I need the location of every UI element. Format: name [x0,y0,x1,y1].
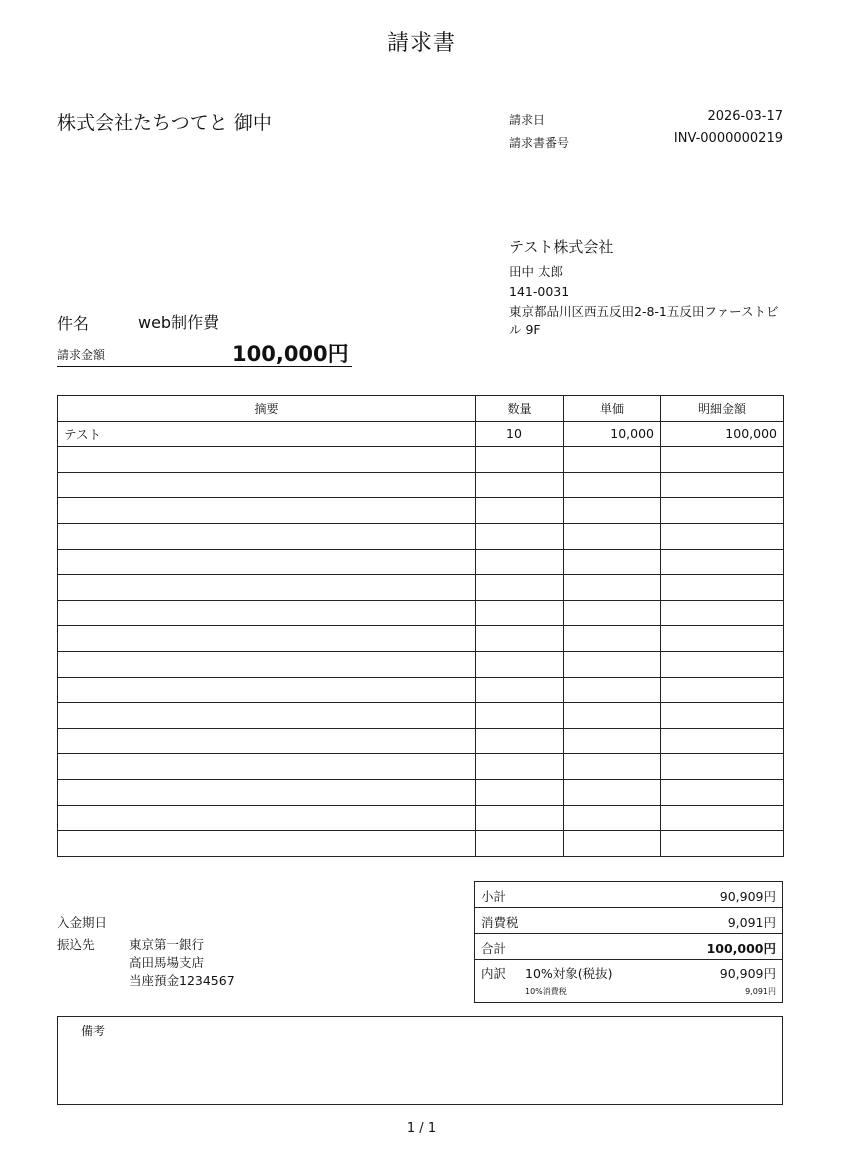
totals-box [474,881,783,1003]
cell-description [58,575,476,601]
cell-description [58,728,476,754]
cell-unit-price [564,575,661,601]
cell-quantity [476,498,564,524]
cell-unit-price [564,447,661,473]
cell-line-amount [661,728,784,754]
cell-line-amount [661,805,784,831]
cell-description [58,498,476,524]
issue-date-value: 2026-03-17 [707,109,783,124]
breakdown-row [475,960,782,1002]
issuer-person: 田中 太郎 [509,264,563,279]
client-name: 株式会社たちつてと 御中 [57,112,272,134]
cell-line-amount [661,779,784,805]
cell-line-amount [661,575,784,601]
issuer-company: テスト株式会社 [509,238,614,256]
cell-line-amount: 100,000 [661,421,784,447]
cell-description [58,626,476,652]
cell-line-amount [661,831,784,857]
column-header-quantity: 数量 [476,396,564,422]
invoice-number-value: INV-0000000219 [673,131,783,146]
cell-description [58,677,476,703]
column-header-unit-price: 単価 [564,396,661,422]
breakdown-tax-label: 10%消費税 [525,987,567,996]
bank-name: 東京第一銀行 [129,937,205,952]
cell-quantity [476,651,564,677]
cell-description [58,549,476,575]
table-header-row [58,396,784,422]
tax-label: 消費税 [481,915,519,930]
cell-line-amount [661,498,784,524]
table-row [58,523,784,549]
cell-line-amount [661,600,784,626]
table-row [58,831,784,857]
cell-quantity [476,523,564,549]
cell-description [58,651,476,677]
cell-unit-price [564,651,661,677]
cell-description [58,447,476,473]
table-row [58,703,784,729]
cell-unit-price [564,549,661,575]
cell-quantity [476,600,564,626]
notes-label: 備考 [81,1024,106,1038]
document-title: 請求書 [386,31,456,56]
invoice-number-label: 請求書番号 [509,136,570,150]
cell-line-amount [661,651,784,677]
subtotal-label: 小計 [481,889,507,904]
cell-unit-price [564,779,661,805]
cell-unit-price: 10,000 [564,421,661,447]
table-row [58,447,784,473]
subtotal-row [475,882,782,908]
cell-description [58,805,476,831]
breakdown-target-value: 90,909円 [719,966,776,981]
cell-quantity [476,677,564,703]
cell-description [58,831,476,857]
cell-description [58,703,476,729]
issue-date-label: 請求日 [509,113,546,127]
issuer-postal: 141-0031 [509,284,570,299]
cell-line-amount [661,626,784,652]
cell-quantity [476,831,564,857]
notes-box [57,1016,783,1105]
column-header-description: 摘要 [58,396,476,422]
table-row [58,575,784,601]
cell-unit-price [564,498,661,524]
table-row [58,728,784,754]
cell-line-amount [661,549,784,575]
cell-unit-price [564,523,661,549]
cell-description [58,523,476,549]
breakdown-label: 内訳 [481,966,507,981]
cell-description: テスト [58,421,476,447]
subtotal-value: 90,909円 [719,889,776,904]
amount-underline [57,366,352,367]
cell-description [58,472,476,498]
tax-value: 9,091円 [727,915,776,930]
due-date-label: 入金期日 [57,915,108,930]
table-row [58,549,784,575]
cell-quantity [476,728,564,754]
cell-quantity [476,703,564,729]
table-row [58,779,784,805]
cell-line-amount [661,523,784,549]
invoice-amount-label: 請求金額 [57,348,106,362]
cell-line-amount [661,472,784,498]
issuer-address-line1: 東京都品川区西五反田2-8-1五反田ファーストビ [509,304,779,319]
subject-value: web制作費 [138,313,220,332]
total-label: 合計 [481,941,507,956]
cell-line-amount [661,677,784,703]
cell-unit-price [564,600,661,626]
cell-quantity [476,626,564,652]
issuer-address-line2: ル 9F [509,322,541,337]
cell-unit-price [564,472,661,498]
cell-line-amount [661,703,784,729]
table-row [58,677,784,703]
cell-line-amount [661,754,784,780]
tax-row [475,908,782,934]
cell-description [58,600,476,626]
table-row [58,498,784,524]
total-row [475,934,782,960]
table-row [58,472,784,498]
cell-unit-price [564,754,661,780]
table-row [58,626,784,652]
cell-unit-price [564,703,661,729]
cell-unit-price [564,831,661,857]
bank-branch: 高田馬場支店 [129,955,205,970]
cell-quantity: 10 [476,421,564,447]
breakdown-tax-value: 9,091円 [745,987,776,996]
table-row [58,421,784,447]
table-row [58,754,784,780]
invoice-amount-value: 100,000円 [232,342,349,366]
page-indicator: 1 / 1 [406,1121,437,1136]
line-items-table [57,395,784,857]
table-row [58,600,784,626]
bank-account: 当座預金1234567 [129,973,235,988]
cell-quantity [476,549,564,575]
cell-description [58,754,476,780]
subject-label: 件名 [57,314,90,333]
cell-quantity [476,447,564,473]
cell-unit-price [564,805,661,831]
cell-quantity [476,754,564,780]
cell-line-amount [661,447,784,473]
cell-unit-price [564,626,661,652]
table-row [58,805,784,831]
cell-quantity [476,779,564,805]
cell-quantity [476,472,564,498]
cell-quantity [476,575,564,601]
column-header-line-amount: 明細金額 [661,396,784,422]
table-row [58,651,784,677]
cell-unit-price [564,677,661,703]
breakdown-target: 10%対象(税抜) [525,966,613,981]
cell-unit-price [564,728,661,754]
bank-label: 振込先 [57,937,95,952]
cell-description [58,779,476,805]
cell-quantity [476,805,564,831]
total-value: 100,000円 [706,941,776,956]
